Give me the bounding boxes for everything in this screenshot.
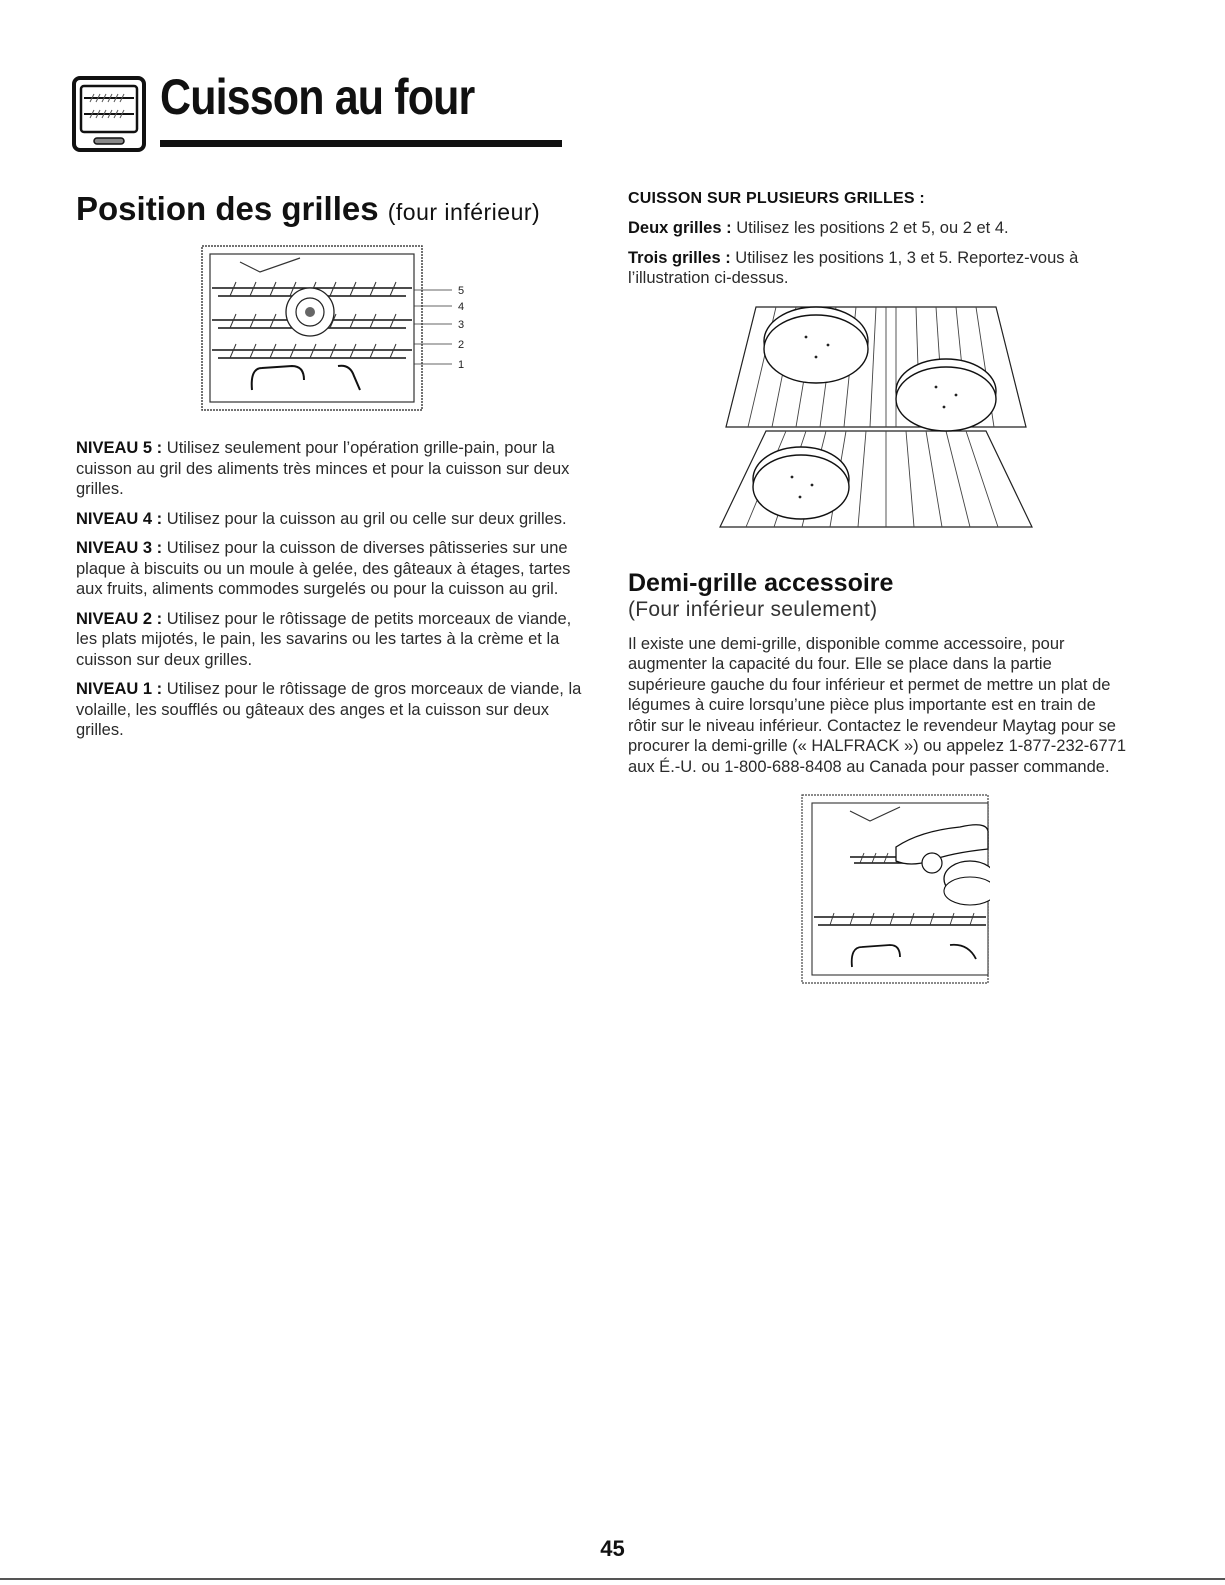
level-2-text: Utilisez pour le rôtissage de petits morceaux de viande, les plats mijotés, le pain, les savarins ou les tartes à la crème et la cuisson sur deux grilles.	[76, 609, 572, 669]
half-rack-diagram	[800, 791, 990, 987]
level-3-paragraph	[76, 538, 596, 600]
level-2-paragraph	[76, 609, 596, 671]
rack-label-4: 4	[458, 301, 465, 313]
bottom-rule	[0, 1578, 1225, 1580]
level-3-label: NIVEAU 3 :	[76, 539, 163, 557]
heading-main: Position des grilles	[76, 190, 379, 227]
level-4-text: Utilisez pour la cuisson au gril ou celle sur deux grilles.	[162, 509, 567, 528]
three-racks-text: Utilisez les positions 1, 3 et 5. Reportez-vous à l’illustration ci-dessus.	[628, 248, 1079, 287]
three-racks-paragraph	[628, 248, 1128, 289]
title-underline	[160, 140, 562, 147]
heading-sub: (four inférieur)	[387, 199, 541, 225]
rack-label-3: 3	[458, 319, 465, 331]
two-racks-text: Utilisez les positions 2 et 5, ou 2 et 4.	[731, 219, 1009, 237]
level-1-paragraph	[76, 679, 596, 741]
oven-icon	[72, 76, 146, 152]
half-rack-paragraph: Il existe une demi-grille, disponible comme accessoire, pour augmenter la capacité du four. Elle se place dans la partie supérieure gauche du four inférieur et permet de mettre un plat de légumes à cuire lorsqu’une pièce plus importante est en train de rôtir sur le niveau inférieur. Contactez le revendeur Maytag pour se procurer la demi-grille (« HALFRACK ») ou appelez 1-877-232-6771 aux É.-U. ou 1-800-688-8408 au Canada pour passer commande.	[628, 634, 1126, 776]
right-column	[628, 190, 1128, 987]
section-heading-rack-positions	[76, 190, 596, 228]
page-number: 45	[600, 1536, 625, 1561]
rack-label-5: 5	[458, 285, 465, 297]
level-4-label: NIVEAU 4 :	[76, 509, 163, 528]
left-column	[76, 190, 596, 750]
multi-rack-cakes-diagram	[716, 299, 1036, 539]
oven-racks-diagram	[200, 240, 500, 420]
level-2-label: NIVEAU 2 :	[76, 609, 163, 628]
rack-label-2: 2	[458, 339, 465, 351]
page-header	[72, 69, 492, 154]
level-5-paragraph	[76, 438, 596, 500]
half-rack-subheading: (Four inférieur seulement)	[628, 597, 878, 621]
level-5-text: Utilisez seulement pour l’opération grille-pain, pour la cuisson au gril des aliments très minces et pour la cuisson sur deux grilles.	[76, 439, 570, 498]
level-1-label: NIVEAU 1 :	[76, 680, 163, 698]
multi-rack-heading: CUISSON SUR PLUSIEURS GRILLES :	[628, 190, 925, 207]
level-5-label: NIVEAU 5 :	[76, 439, 163, 457]
page-title: Cuisson au four	[160, 69, 475, 125]
half-rack-heading: Demi-grille accessoire	[628, 568, 894, 597]
two-racks-label: Deux grilles :	[628, 219, 732, 237]
level-4-paragraph	[76, 509, 596, 530]
three-racks-label: Trois grilles :	[628, 248, 731, 267]
two-racks-paragraph	[628, 218, 1128, 239]
rack-label-1: 1	[458, 359, 465, 371]
level-1-text: Utilisez pour le rôtissage de gros morceaux de viande, la volaille, les soufflés ou gâteaux des anges et la cuisson sur deux grilles.	[76, 680, 582, 739]
level-3-text: Utilisez pour la cuisson de diverses pâtisseries sur une plaque à biscuits ou un moule à gelée, des gâteaux à étages, tartes aux fruits, aliments commodes surgelés ou pour la cuisson au gril.	[76, 539, 571, 598]
